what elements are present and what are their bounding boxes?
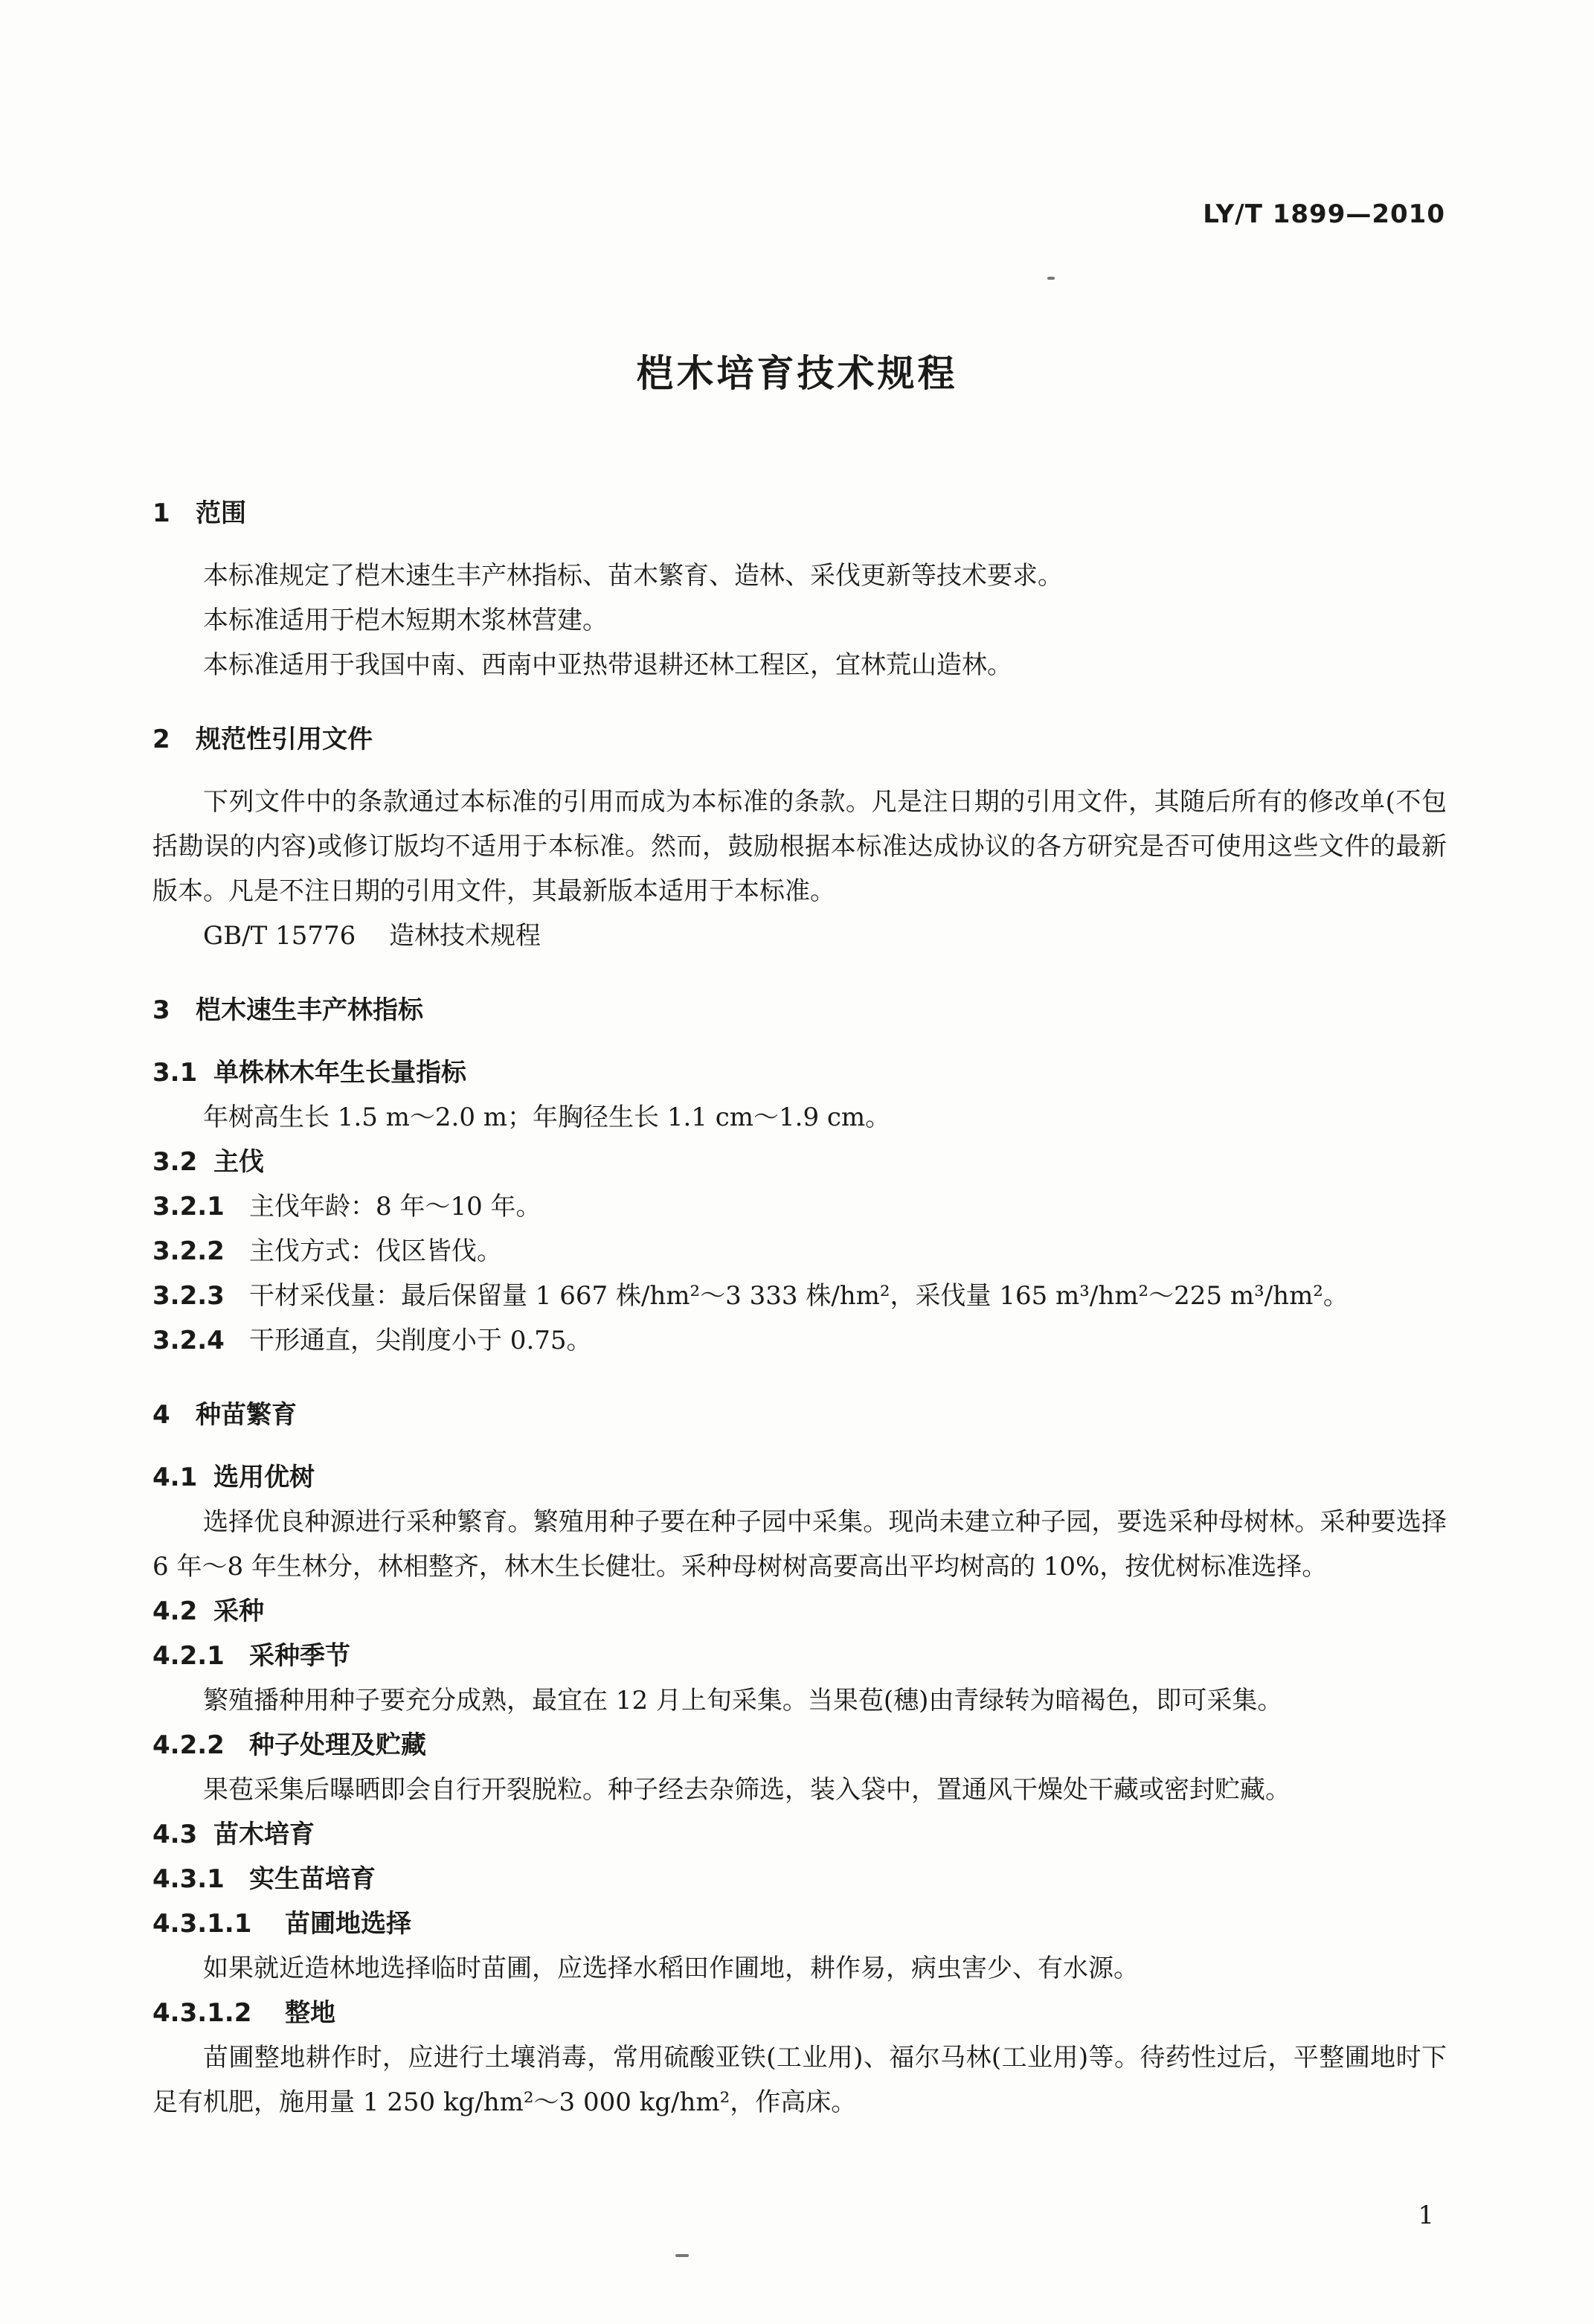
section-3-heading <box>152 988 1447 1033</box>
paragraph: 果苞采集后曝晒即会自行开裂脱粒。种子经去杂筛选，装入袋中，置通风干燥处干藏或密封贮藏。 <box>203 1775 1291 1805</box>
section-title: 采种 <box>213 1596 264 1626</box>
paragraph: 年树高生长 1.5 m～2.0 m；年胸径生长 1.1 cm～1.9 cm。 <box>203 1102 891 1132</box>
paragraph: 繁殖播种用种子要充分成熟，最宜在 12 月上旬采集。当果苞(穗)由青绿转为暗褐色，即可采集。 <box>203 1686 1283 1715</box>
paragraph: 本标准适用于桤木短期木浆林营建。 <box>203 606 608 635</box>
section-title: 种子处理及贮藏 <box>249 1730 426 1760</box>
paragraph: 本标准适用于我国中南、西南中亚热带退耕还林工程区，宜林荒山造林。 <box>203 650 1012 680</box>
section-title: 桤木速生丰产林指标 <box>196 995 423 1025</box>
section-title: 实生苗培育 <box>249 1864 376 1894</box>
section-3-1-heading <box>152 1050 1447 1095</box>
clause-text: 干形通直，尖削度小于 0.75。 <box>249 1326 592 1355</box>
document-title: 桤木培育技术规程 <box>636 352 958 395</box>
paragraph: 本标准规定了桤木速生丰产林指标、苗木繁育、造林、采伐更新等技术要求。 <box>203 561 1063 591</box>
section-4-3-heading <box>152 1812 1447 1857</box>
paragraph: 如果就近造林地选择临时苗圃，应选择水稻田作圃地，耕作易，病虫害少、有水源。 <box>203 1954 1139 1983</box>
section-number: 4.2.2 <box>152 1730 225 1760</box>
clause-number: 3.2.2 <box>152 1236 225 1266</box>
section-4-3-1-2-heading <box>152 1991 1447 2035</box>
section-number: 4.3.1.1 <box>152 1909 252 1939</box>
clause-3-2-4 <box>152 1318 1447 1363</box>
section-number: 4.3.1.2 <box>152 1998 252 2028</box>
reference-code: GB/T 15776 <box>203 921 356 951</box>
section-4-3-1-1-heading <box>152 1901 1447 1946</box>
section-4-heading <box>152 1393 1447 1437</box>
standard-number: LY/T 1899—2010 <box>1203 199 1445 229</box>
clause-text: 主伐年龄：8 年～10 年。 <box>249 1192 541 1222</box>
section-4-1-heading <box>152 1455 1447 1500</box>
section-title: 范围 <box>196 498 246 528</box>
section-title: 规范性引用文件 <box>196 725 373 754</box>
section-title: 采种季节 <box>249 1641 350 1671</box>
section-2-heading <box>152 717 1447 762</box>
clause-text: 干材采伐量：最后保留量 1 667 株/hm²～3 333 株/hm²，采伐量 165 m³/hm²～225 m³/hm²。 <box>249 1281 1349 1311</box>
section-number: 4.3 <box>152 1820 198 1849</box>
section-number: 3.1 <box>152 1058 198 1088</box>
clause-3-2-3 <box>152 1274 1447 1318</box>
scan-speck <box>1047 277 1055 280</box>
section-title: 种苗繁育 <box>196 1400 297 1430</box>
section-number: 3 <box>152 995 170 1025</box>
clause-number: 3.2.4 <box>152 1326 225 1355</box>
clause-3-2-2 <box>152 1229 1447 1274</box>
section-number: 4 <box>152 1400 170 1430</box>
section-number: 4.2 <box>152 1596 198 1626</box>
section-4-2-heading <box>152 1589 1447 1634</box>
section-4-2-1-heading <box>152 1634 1447 1678</box>
clause-3-2-1 <box>152 1184 1447 1229</box>
section-title: 苗木培育 <box>213 1820 315 1849</box>
section-title: 主伐 <box>213 1147 264 1177</box>
page-number: 1 <box>1418 2201 1434 2230</box>
document-body <box>152 491 1447 2125</box>
section-title: 苗圃地选择 <box>285 1909 411 1939</box>
clause-text: 主伐方式：伐区皆伐。 <box>249 1236 502 1266</box>
reference-title: 造林技术规程 <box>389 921 541 951</box>
section-title: 整地 <box>285 1998 335 2028</box>
section-number: 3.2 <box>152 1147 198 1177</box>
section-number: 4.2.1 <box>152 1641 225 1671</box>
section-number: 4.3.1 <box>152 1864 225 1894</box>
section-4-3-1-heading <box>152 1857 1447 1901</box>
scan-speck <box>675 2254 689 2257</box>
paragraph: 选择优良种源进行采种繁育。繁殖用种子要在种子园中采集。现尚未建立种子园，要选采种母树林。采种要选择 6 年～8 年生林分，林相整齐，林木生长健壮。采种母树树高要高出平均树高的 10%，按优树标准选择。 <box>152 1507 1447 1582</box>
section-title: 选用优树 <box>213 1463 315 1492</box>
section-4-2-2-heading <box>152 1723 1447 1768</box>
clause-number: 3.2.3 <box>152 1281 225 1311</box>
section-1-heading <box>152 491 1447 536</box>
section-number: 1 <box>152 498 170 528</box>
section-title: 单株林木年生长量指标 <box>213 1058 466 1088</box>
section-number: 4.1 <box>152 1463 198 1492</box>
clause-number: 3.2.1 <box>152 1192 225 1222</box>
normative-reference <box>152 914 1447 958</box>
section-number: 2 <box>152 725 170 754</box>
paragraph: 下列文件中的条款通过本标准的引用而成为本标准的条款。凡是注日期的引用文件，其随后所有的修改单(不包括勘误的内容)或修订版均不适用于本标准。然而，鼓励根据本标准达成协议的各方研究是否可使用这些文件的最新版本。凡是不注日期的引用文件，其最新版本适用于本标准。 <box>152 787 1447 906</box>
section-3-2-heading <box>152 1140 1447 1184</box>
paragraph: 苗圃整地耕作时，应进行土壤消毒，常用硫酸亚铁(工业用)、福尔马林(工业用)等。待药性过后，平整圃地时下足有机肥，施用量 1 250 kg/hm²～3 000 kg/hm²，作高床。 <box>152 2043 1447 2117</box>
